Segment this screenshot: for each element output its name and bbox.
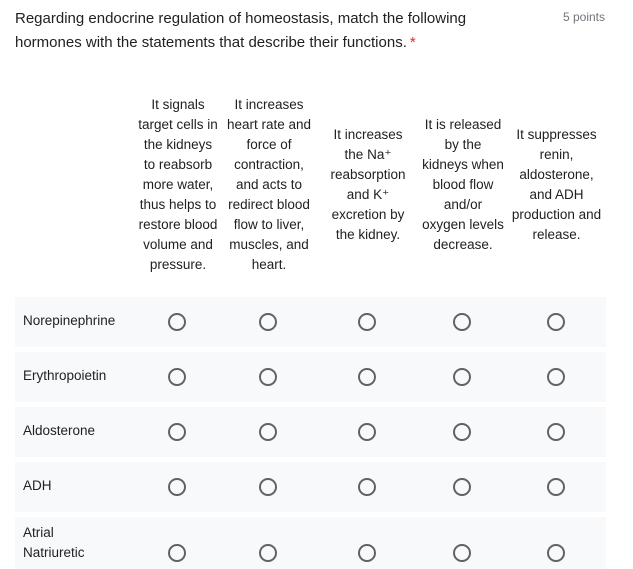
radio-norepinephrine-col5[interactable] (547, 313, 565, 331)
radio-atrial-natriuretic-col3[interactable] (358, 544, 376, 562)
column-header-1: It signals target cells in the kidneys to reabsorb more water, thus helps to restore blood volume and pressure. (138, 96, 218, 272)
grid-row-atrial-natriuretic (15, 517, 606, 569)
required-marker: * (409, 34, 416, 51)
radio-aldosterone-col1[interactable] (168, 423, 186, 441)
question-text: Regarding endocrine regulation of homeostasis, match the following hormones with the statements that describe their functions. (15, 10, 467, 51)
radio-erythropoietin-col5[interactable] (547, 368, 565, 386)
radio-aldosterone-col5[interactable] (547, 423, 565, 441)
radio-norepinephrine-col2[interactable] (259, 313, 277, 331)
row-label-erythropoietin: Erythropoietin (23, 368, 107, 383)
radio-aldosterone-col3[interactable] (358, 423, 376, 441)
radio-norepinephrine-col1[interactable] (168, 313, 186, 331)
column-header-3: It increases the Na⁺ reabsorption and K⁺ excretion by the kidney. (330, 126, 406, 242)
radio-erythropoietin-col1[interactable] (168, 368, 186, 386)
column-header-5: It suppresses renin, aldosterone, and ADH production and release. (511, 126, 602, 242)
radio-atrial-natriuretic-col1[interactable] (168, 544, 186, 562)
grid-row-norepinephrine (15, 297, 606, 347)
row-label-aldosterone: Aldosterone (23, 423, 96, 438)
radio-erythropoietin-col4[interactable] (453, 368, 471, 386)
radio-atrial-natriuretic-col4[interactable] (453, 544, 471, 562)
grid-row-adh (15, 462, 606, 512)
radio-adh-col5[interactable] (547, 478, 565, 496)
column-header-4: It is released by the kidneys when blood flow and/or oxygen levels decrease. (422, 116, 504, 252)
question-title (15, 7, 535, 55)
radio-adh-col4[interactable] (453, 478, 471, 496)
radio-erythropoietin-col2[interactable] (259, 368, 277, 386)
grid-row-aldosterone (15, 407, 606, 457)
radio-atrial-natriuretic-col2[interactable] (259, 544, 277, 562)
radio-aldosterone-col4[interactable] (453, 423, 471, 441)
row-label-norepinephrine: Norepinephrine (23, 313, 116, 328)
radio-norepinephrine-col3[interactable] (358, 313, 376, 331)
radio-atrial-natriuretic-col5[interactable] (547, 544, 565, 562)
radio-erythropoietin-col3[interactable] (358, 368, 376, 386)
radio-adh-col2[interactable] (259, 478, 277, 496)
points-label: 5 points (562, 10, 605, 24)
radio-norepinephrine-col4[interactable] (453, 313, 471, 331)
row-label-atrial-natriuretic: Atrial Natriuretic (23, 525, 85, 560)
radio-adh-col3[interactable] (358, 478, 376, 496)
radio-adh-col1[interactable] (168, 478, 186, 496)
row-label-adh: ADH (23, 478, 52, 493)
radio-aldosterone-col2[interactable] (259, 423, 277, 441)
column-header-2: It increases heart rate and force of contraction, and acts to redirect blood flow to liver, muscles, and heart. (226, 96, 312, 272)
grid-row-erythropoietin (15, 352, 606, 402)
